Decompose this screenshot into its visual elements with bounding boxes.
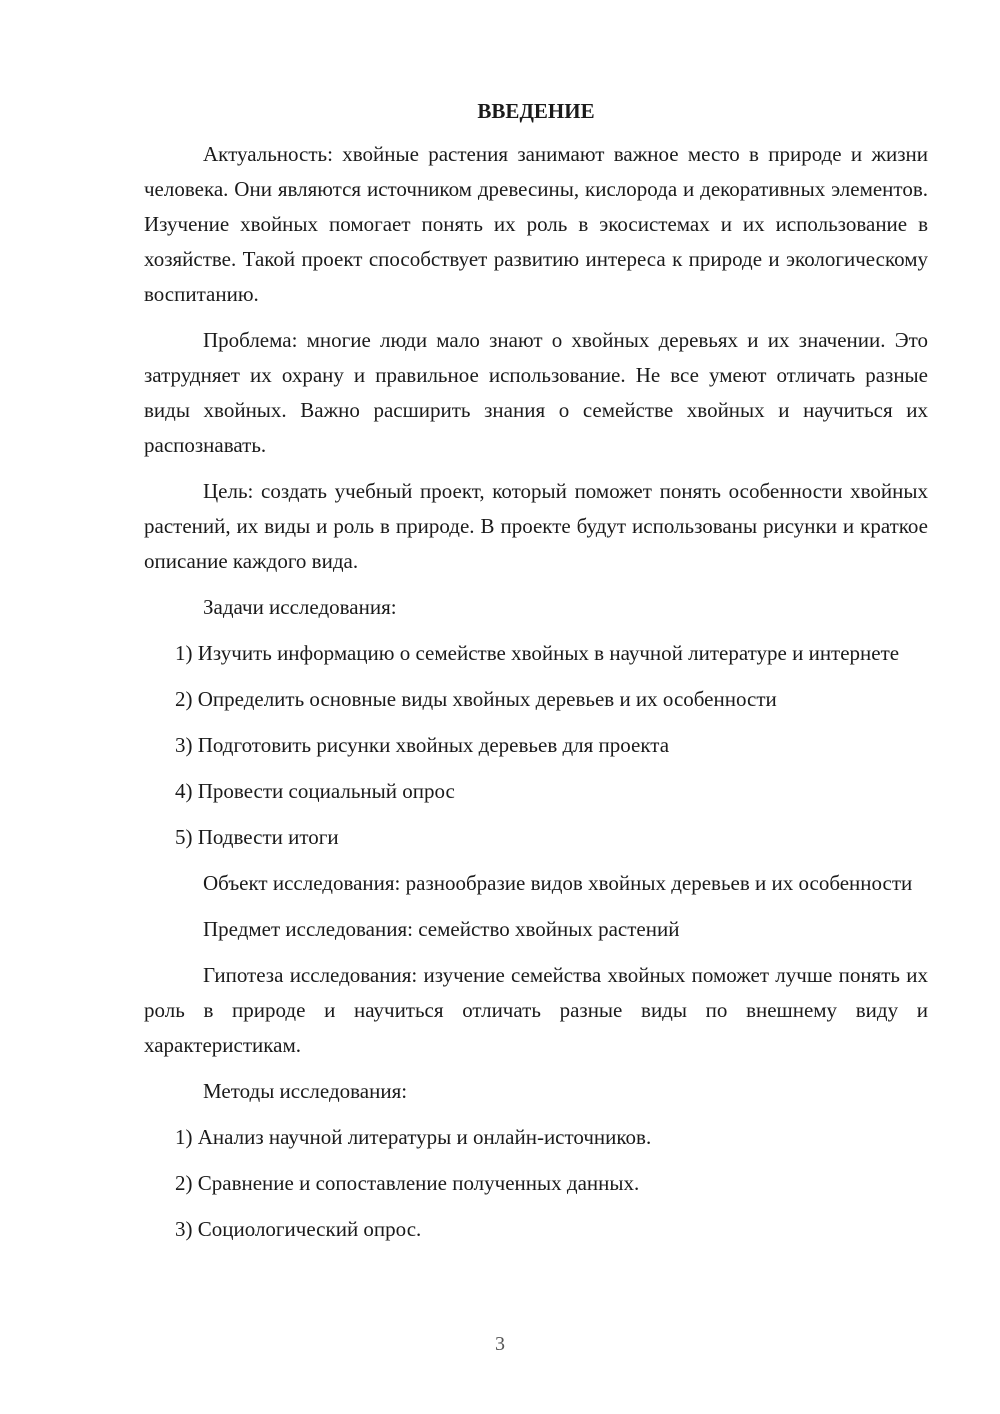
list-item: 1) Анализ научной литературы и онлайн-источников. <box>175 1125 652 1149</box>
list-item: 1) Изучить информацию о семействе хвойных в научной литературе и интернете <box>175 641 900 665</box>
subject-paragraph: Предмет исследования: семейство хвойных растений <box>203 917 680 941</box>
tasks-title: Задачи исследования: <box>203 595 397 619</box>
problem-paragraph: Проблема: многие люди мало знают о хвойных деревьях и их значении. Это затрудняет их охрану и правильное использование. Не все умеют отличать разные виды хвойных. Важно расширить знания о семействе хвойных и научиться их распознавать. <box>144 328 928 457</box>
page-number: 3 <box>495 1333 505 1355</box>
list-item: 5) Подвести итоги <box>175 825 339 849</box>
relevance-paragraph: Актуальность: хвойные растения занимают важное место в природе и жизни человека. Они являются источником древесины, кислорода и декоративных элементов. Изучение хвойных помогает понять их роль в экосистемах и их использование в хозяйстве. Такой проект способствует развитию интереса к природе и экологическому воспитанию. <box>144 142 928 306</box>
object-paragraph: Объект исследования: разнообразие видов хвойных деревьев и их особенности <box>203 871 913 895</box>
list-item: 3) Социологический опрос. <box>175 1217 422 1241</box>
list-item: 3) Подготовить рисунки хвойных деревьев для проекта <box>175 733 670 757</box>
hypothesis-paragraph: Гипотеза исследования: изучение семейства хвойных поможет лучше понять их роль в природе и научиться отличать разные виды по внешнему виду и характеристикам. <box>144 963 928 1057</box>
tasks-list <box>144 636 928 855</box>
list-item: 4) Провести социальный опрос <box>175 779 455 803</box>
list-item: 2) Определить основные виды хвойных деревьев и их особенности <box>175 687 777 711</box>
section-heading: ВВЕДЕНИЕ <box>477 99 595 123</box>
list-item: 2) Сравнение и сопоставление полученных данных. <box>175 1171 640 1195</box>
goal-paragraph: Цель: создать учебный проект, который поможет понять особенности хвойных растений, их виды и роль в природе. В проекте будут использованы рисунки и краткое описание каждого вида. <box>144 479 928 573</box>
methods-title: Методы исследования: <box>203 1079 408 1103</box>
methods-list <box>144 1120 928 1247</box>
